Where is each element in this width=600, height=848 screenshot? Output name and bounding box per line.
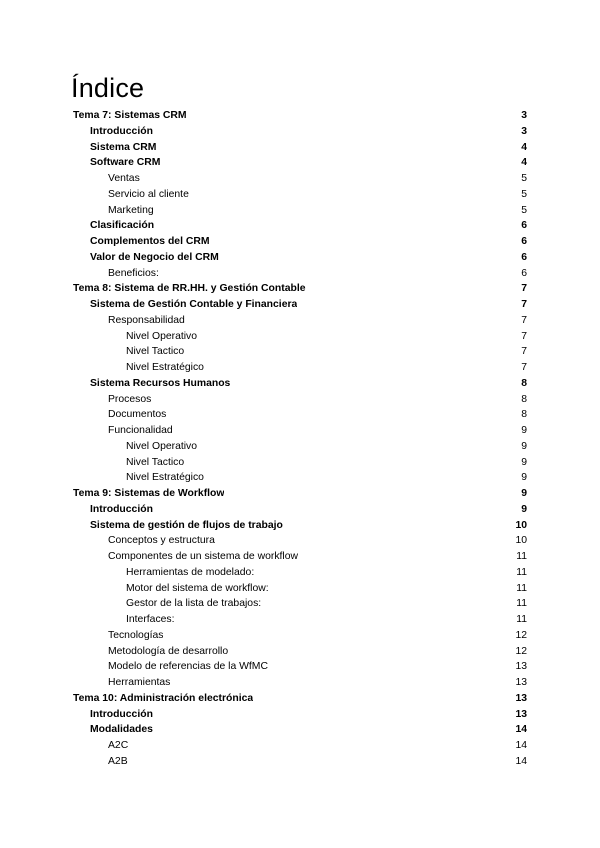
toc-entry[interactable] — [73, 549, 527, 565]
toc-entry-page-number: 8 — [521, 377, 527, 389]
toc-entry[interactable] — [73, 234, 527, 250]
toc-entry-label: Nivel Operativo — [126, 330, 198, 342]
toc-entry-page-number: 9 — [521, 440, 527, 452]
toc-entry-label: Nivel Estratégico — [126, 362, 204, 373]
toc-entry-label: Sistema Recursos Humanos — [90, 377, 231, 389]
toc-entry[interactable] — [73, 376, 527, 392]
toc-entry[interactable] — [73, 439, 527, 455]
toc-entry-page-number: 11 — [516, 551, 527, 562]
toc-entry-label: Sistema de gestión de flujos de trabajo — [90, 519, 283, 531]
toc-entry[interactable] — [73, 281, 527, 297]
toc-entry-label: A2C — [108, 740, 129, 751]
toc-entry-label: Clasificación — [90, 220, 155, 232]
toc-entry[interactable] — [73, 140, 527, 156]
toc-entry-page-number: 7 — [521, 362, 527, 373]
toc-entry-page-number: 3 — [521, 110, 527, 121]
toc-entry[interactable] — [73, 329, 527, 345]
toc-entry-page-number: 9 — [521, 503, 527, 515]
toc-entry[interactable] — [73, 470, 527, 486]
toc-entry[interactable] — [73, 455, 527, 471]
toc-entry-page-number: 10 — [515, 535, 527, 547]
toc-entry-page-number: 7 — [521, 346, 527, 358]
toc-entry-page-number: 3 — [521, 125, 527, 137]
toc-entry[interactable] — [73, 628, 527, 644]
toc-entry[interactable] — [73, 187, 527, 203]
toc-entry-label: Nivel Operativo — [126, 440, 198, 452]
toc-entry-page-number: 11 — [516, 614, 527, 625]
toc-entry[interactable] — [73, 754, 527, 770]
toc-entry-label: Valor de Negocio del CRM — [90, 251, 219, 263]
toc-entry[interactable] — [73, 612, 527, 628]
toc-entry-page-number: 7 — [521, 283, 527, 295]
toc-entry-page-number: 9 — [521, 472, 527, 484]
toc-entry-label: Software CRM — [90, 157, 161, 169]
toc-entry[interactable] — [73, 738, 527, 754]
toc-entry-page-number: 13 — [515, 661, 527, 673]
toc-entry[interactable] — [73, 644, 527, 660]
toc-entry[interactable] — [73, 423, 527, 439]
toc-entry-page-number: 11 — [516, 582, 527, 594]
toc-entry-label: Gestor de la lista de trabajos: — [126, 598, 262, 610]
toc-entry-page-number: 7 — [521, 330, 527, 342]
toc-entry-page-number: 9 — [521, 456, 527, 468]
toc-entry[interactable] — [73, 171, 527, 187]
toc-entry-label: Metodología de desarrollo — [108, 645, 229, 657]
toc-entry[interactable] — [73, 407, 527, 423]
toc-entry-label: Sistema de Gestión Contable y Financiera — [90, 299, 298, 310]
toc-entry-label: Introducción — [90, 503, 153, 515]
toc-entry-page-number: 12 — [515, 645, 527, 657]
toc-entry-page-number: 13 — [515, 677, 527, 688]
toc-entry-page-number: 6 — [521, 251, 527, 263]
toc-entry-page-number: 13 — [515, 708, 527, 720]
toc-entry[interactable] — [73, 218, 527, 234]
toc-entry[interactable] — [73, 596, 527, 612]
toc-entry-label: Marketing — [108, 204, 154, 216]
toc-entry[interactable] — [73, 360, 527, 376]
toc-entry-page-number: 12 — [515, 629, 527, 641]
toc-entry-page-number: 5 — [521, 173, 527, 184]
toc-entry-page-number: 4 — [521, 157, 527, 169]
toc-entry-label: Complementos del CRM — [90, 236, 210, 247]
toc-entry[interactable] — [73, 250, 527, 266]
toc-entry-page-number: 6 — [521, 236, 527, 247]
toc-entry-label: Tecnologías — [108, 629, 164, 641]
toc-entry[interactable] — [73, 297, 527, 313]
toc-entry-label: Responsabilidad — [108, 314, 185, 326]
toc-entry[interactable] — [73, 486, 527, 502]
toc-entry-label: Tema 10: Administración electrónica — [73, 692, 254, 704]
toc-entry[interactable] — [73, 722, 527, 738]
toc-entry-label: Modelo de referencias de la WfMC — [108, 661, 268, 673]
toc-entry[interactable] — [73, 565, 527, 581]
toc-entry-label: Nivel Tactico — [126, 346, 185, 358]
toc-entry[interactable] — [73, 707, 527, 723]
toc-entry-page-number: 7 — [521, 314, 527, 326]
toc-entry-label: Nivel Estratégico — [126, 472, 204, 484]
toc-entry-page-number: 9 — [521, 488, 527, 499]
toc-entry-label: A2B — [108, 755, 128, 767]
toc-entry-page-number: 4 — [521, 141, 527, 153]
toc-entry[interactable] — [73, 518, 527, 534]
page-title: Índice — [71, 73, 145, 103]
toc-entry-page-number: 6 — [521, 267, 527, 279]
toc-entry[interactable] — [73, 266, 527, 282]
toc-entry-label: Tema 8: Sistema de RR.HH. y Gestión Contable — [73, 283, 306, 295]
toc-entry-page-number: 14 — [515, 740, 527, 751]
toc-entry-page-number: 11 — [516, 598, 527, 610]
toc-entry[interactable] — [73, 203, 527, 219]
toc-entry-page-number: 10 — [515, 519, 527, 531]
toc-entry-label: Interfaces: — [126, 614, 175, 625]
toc-entry[interactable] — [73, 124, 527, 140]
toc-entry-label: Funcionalidad — [108, 425, 173, 436]
toc-entry-page-number: 9 — [521, 425, 527, 436]
toc-entry[interactable] — [73, 344, 527, 360]
toc-entry[interactable] — [73, 581, 527, 597]
toc-entry[interactable] — [73, 691, 527, 707]
toc-entry[interactable] — [73, 313, 527, 329]
toc-entry-page-number: 5 — [521, 188, 527, 200]
toc-entry[interactable] — [73, 533, 527, 549]
toc-entry-label: Beneficios: — [108, 267, 159, 279]
toc-entry-label: Herramientas de modelado: — [126, 566, 255, 578]
toc-entry-label: Introducción — [90, 125, 153, 137]
toc-entry-label: Conceptos y estructura — [108, 535, 215, 547]
toc-entry-label: Introducción — [90, 708, 153, 720]
toc-entry-page-number: 13 — [515, 692, 527, 704]
toc-entry-page-number: 8 — [521, 393, 527, 405]
toc-entry-label: Modalidades — [90, 724, 153, 736]
toc-entry-page-number: 11 — [516, 566, 527, 578]
table-of-contents — [73, 108, 527, 770]
toc-entry-page-number: 14 — [515, 755, 527, 767]
toc-entry-label: Nivel Tactico — [126, 456, 185, 468]
toc-entry-page-number: 14 — [515, 724, 527, 736]
toc-entry-label: Procesos — [108, 393, 152, 405]
toc-entry-label: Ventas — [108, 173, 140, 184]
toc-entry[interactable] — [73, 392, 527, 408]
toc-entry[interactable] — [73, 659, 527, 675]
toc-entry-page-number: 6 — [521, 220, 527, 232]
toc-entry[interactable] — [73, 155, 527, 171]
toc-entry-page-number: 8 — [521, 409, 527, 421]
toc-entry-label: Tema 7: Sistemas CRM — [73, 110, 187, 121]
toc-entry[interactable] — [73, 502, 527, 518]
toc-entry-label: Componentes de un sistema de workflow — [108, 551, 299, 562]
toc-entry-label: Herramientas — [108, 677, 171, 688]
toc-entry-label: Sistema CRM — [90, 141, 157, 153]
toc-entry-label: Motor del sistema de workflow: — [126, 582, 269, 594]
toc-entry-label: Servicio al cliente — [108, 188, 189, 200]
toc-entry-label: Tema 9: Sistemas de Workflow — [73, 488, 225, 499]
toc-entry[interactable] — [73, 675, 527, 691]
toc-entry-label: Documentos — [108, 409, 167, 421]
toc-entry-page-number: 5 — [521, 204, 527, 216]
toc-entry[interactable] — [73, 108, 527, 124]
toc-entry-page-number: 7 — [521, 299, 527, 310]
